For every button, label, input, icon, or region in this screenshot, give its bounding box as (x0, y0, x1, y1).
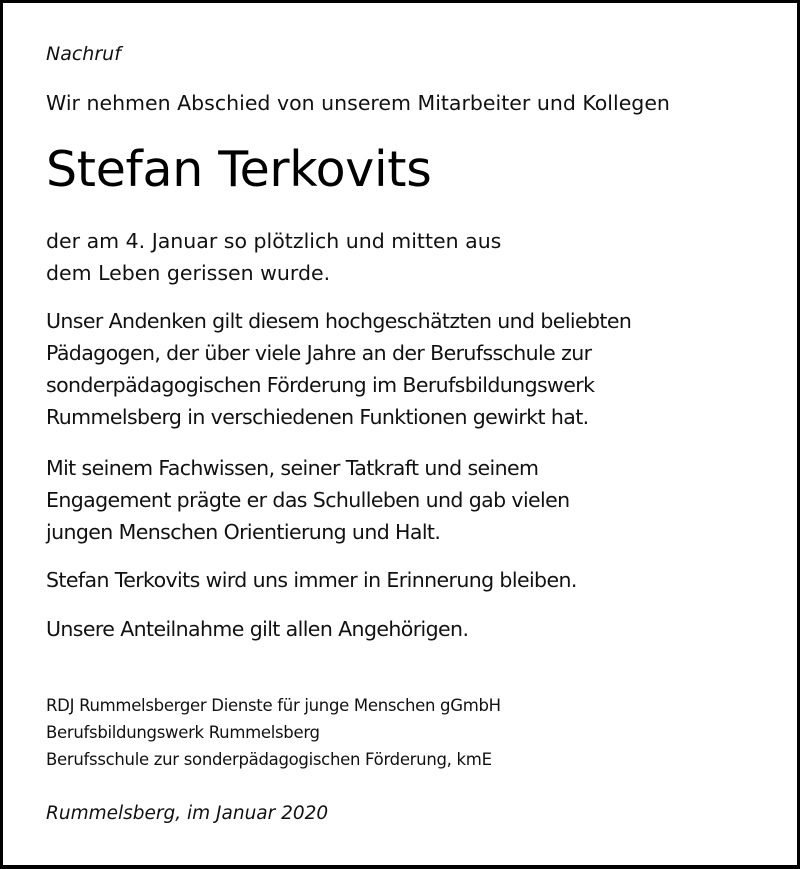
notice-label: Nachruf (46, 43, 121, 65)
text-line: Stefan Terkovits wird uns immer in Erinnerung bleiben. (46, 568, 577, 592)
intro-text: Wir nehmen Abschied von unserem Mitarbeiter und Kollegen (46, 91, 670, 115)
text-line: sonderpädagogischen Förderung im Berufsbildungswerk (46, 373, 595, 397)
signatory: RDJ Rummelsberger Dienste für junge Menschen gGmbH (46, 696, 501, 715)
text-line: Engagement prägte er das Schulleben und gab vielen (46, 488, 570, 512)
text-line: dem Leben gerissen wurde. (46, 261, 331, 285)
text-line: Mit seinem Fachwissen, seiner Tatkraft und seinem (46, 456, 539, 480)
paragraph-2 (46, 305, 631, 433)
signatory: Berufsbildungswerk Rummelsberg (46, 723, 320, 742)
paragraph-5 (46, 613, 468, 645)
text-line: der am 4. Januar so plötzlich und mitten aus (46, 229, 502, 253)
text-line: Unser Andenken gilt diesem hochgeschätzten und beliebten (46, 309, 632, 333)
text-line: Pädagogen, der über viele Jahre an der Berufsschule zur (46, 341, 592, 365)
signatory: Berufsschule zur sonderpädagogischen Förderung, kmE (46, 750, 492, 769)
paragraph-3 (46, 452, 570, 548)
place-date: Rummelsberg, im Januar 2020 (46, 803, 329, 824)
signatories (46, 692, 501, 773)
text-line: Rummelsberg in verschiedenen Funktionen gewirkt hat. (46, 405, 589, 429)
paragraph-1 (46, 225, 501, 289)
text-line: jungen Menschen Orientierung und Halt. (46, 520, 441, 544)
paragraph-4 (46, 564, 577, 596)
text-line: Unsere Anteilnahme gilt allen Angehörigen. (46, 617, 469, 641)
deceased-name: Stefan Terkovits (46, 141, 432, 198)
